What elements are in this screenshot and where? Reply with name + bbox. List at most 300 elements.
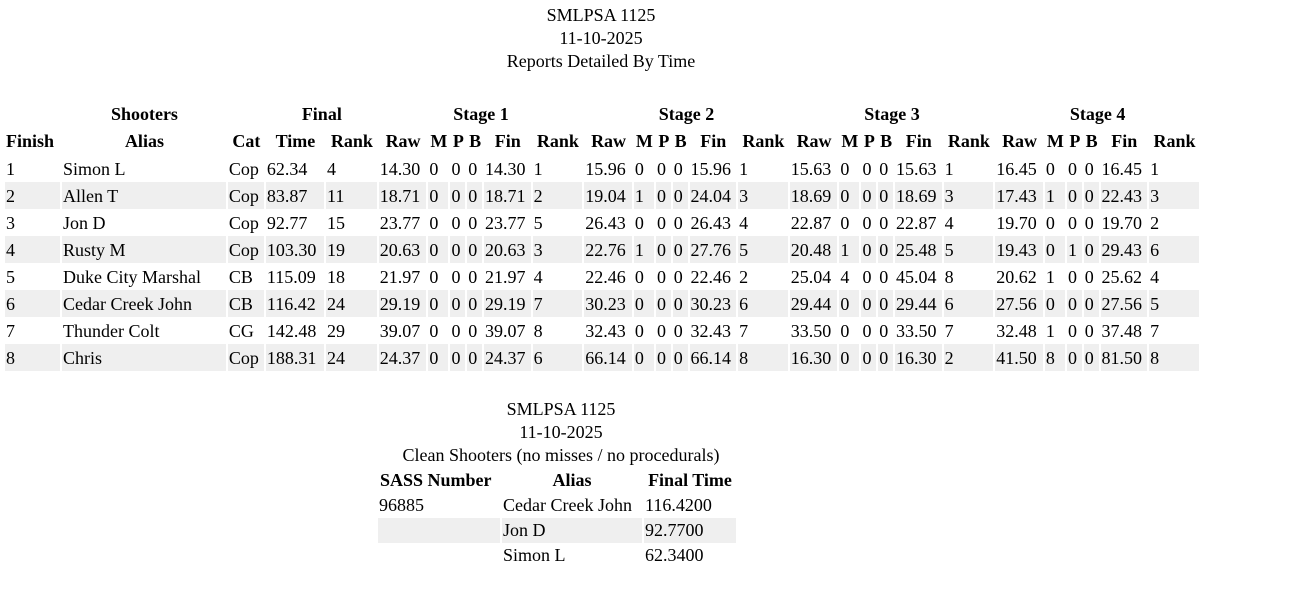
column-header: P	[1069, 131, 1081, 151]
table-cell: 29.44	[790, 290, 838, 317]
table-cell: 0	[673, 266, 683, 287]
table-cell: 18.69	[895, 182, 942, 209]
table-cell: Allen T	[62, 182, 226, 209]
table-cell: 0	[1067, 158, 1077, 179]
table-cell: 0	[634, 344, 654, 371]
column-header: M	[430, 131, 448, 151]
table-cell: 0	[673, 182, 688, 209]
table-cell: 0	[656, 266, 666, 287]
table-cell: 15	[327, 212, 346, 233]
table-cell: 0	[1084, 266, 1094, 287]
table-cell: 1	[6, 158, 15, 179]
table-cell: 22.87	[896, 212, 937, 233]
table-cell: 0	[879, 158, 889, 179]
clean-row	[378, 493, 736, 518]
clean-row	[378, 543, 736, 568]
column-header: M	[635, 131, 653, 151]
table-cell: 27.76	[690, 236, 737, 263]
table-cell: 4	[533, 266, 543, 287]
table-cell: 26.43	[585, 212, 626, 233]
table-cell: 5	[944, 236, 994, 263]
clean-col-alias: Alias	[552, 470, 592, 490]
table-cell: 2	[739, 266, 749, 287]
table-cell: 8	[944, 266, 954, 287]
table-cell: 81.50	[1101, 344, 1148, 371]
table-cell: 45.04	[896, 266, 937, 287]
table-cell: 14.30	[485, 158, 526, 179]
table-cell: 20.48	[790, 236, 838, 263]
table-cell: 0	[861, 182, 876, 209]
table-cell: Simon L	[62, 158, 126, 179]
table-cell: 0	[656, 290, 671, 317]
clean-cell	[378, 543, 500, 568]
table-cell: 16.45	[996, 158, 1037, 179]
table-cell: 5	[1149, 290, 1199, 317]
table-cell: Cop	[228, 158, 259, 179]
table-cell: 5	[533, 212, 543, 233]
table-cell: 30.23	[584, 290, 632, 317]
table-cell: 0	[451, 266, 461, 287]
table-cell: 33.50	[790, 320, 832, 341]
clean-shooters-table	[376, 468, 738, 568]
table-cell: 21.97	[379, 266, 421, 287]
column-header: B	[880, 131, 893, 151]
table-cell: 142.48	[266, 320, 317, 341]
table-cell: 0	[673, 344, 688, 371]
table-cell: 4	[327, 158, 337, 179]
table-cell: 8	[5, 344, 60, 371]
column-header: Cat	[232, 131, 261, 151]
table-cell: 0	[673, 158, 683, 179]
table-cell: 0	[656, 236, 671, 263]
table-cell: 23.77	[379, 212, 421, 233]
table-cell: 8	[1045, 344, 1065, 371]
table-cell: 0	[878, 290, 893, 317]
column-header: Raw	[591, 131, 627, 151]
table-cell: 5	[738, 236, 788, 263]
table-cell: 6	[944, 290, 994, 317]
column-header: Raw	[796, 131, 832, 151]
table-cell: 8	[1149, 344, 1199, 371]
table-cell: 27.56	[1101, 290, 1148, 317]
table-cell: 0	[428, 182, 448, 209]
table-cell: 0	[1084, 236, 1099, 263]
column-header-row	[5, 128, 1199, 155]
table-cell: 24	[326, 344, 377, 371]
table-cell: 25.48	[895, 236, 942, 263]
table-cell: 0	[861, 344, 876, 371]
clean-col-final-time: Final Time	[648, 470, 732, 490]
table-cell: 0	[1067, 344, 1082, 371]
table-cell: 11	[326, 182, 377, 209]
table-cell: 6	[5, 290, 60, 317]
table-cell: 0	[673, 236, 688, 263]
table-cell: 0	[428, 290, 448, 317]
table-cell: 18	[327, 266, 346, 287]
table-cell: 0	[451, 320, 461, 341]
table-cell: 19.70	[996, 212, 1037, 233]
table-cell: 0	[839, 344, 859, 371]
table-cell: 27.56	[995, 290, 1043, 317]
table-cell: 29.19	[484, 290, 531, 317]
table-cell: 1	[634, 236, 654, 263]
column-header: Fin	[1111, 131, 1138, 151]
report-title: SMLPSA 1125	[546, 5, 656, 25]
table-cell: 0	[450, 290, 465, 317]
table-cell: 1	[533, 158, 543, 179]
table-cell: CB	[228, 290, 264, 317]
table-cell: 0	[1067, 320, 1077, 341]
column-header: Rank	[742, 131, 785, 151]
table-cell: 25.62	[1101, 266, 1143, 287]
clean-cell: Simon L	[503, 545, 566, 565]
table-cell: 0	[1045, 212, 1055, 233]
table-row	[5, 182, 1199, 209]
table-cell: 32.48	[996, 320, 1037, 341]
column-header: B	[674, 131, 687, 151]
table-cell: 1	[1045, 266, 1055, 287]
table-cell: 32.43	[585, 320, 626, 341]
column-header: Rank	[330, 131, 373, 151]
table-cell: 0	[1067, 182, 1082, 209]
table-cell: 24.04	[690, 182, 737, 209]
table-cell: 3	[738, 182, 788, 209]
table-cell: 0	[861, 236, 876, 263]
table-cell: 18.71	[379, 182, 427, 209]
table-cell: 4	[5, 236, 60, 263]
table-cell: 7	[944, 320, 954, 341]
table-cell: 1	[634, 182, 654, 209]
column-header: P	[658, 131, 670, 151]
table-cell: Cop	[228, 236, 264, 263]
table-cell: 19.43	[995, 236, 1043, 263]
group-header-stage-4: Stage 4	[1069, 104, 1126, 124]
table-cell: Jon D	[62, 212, 106, 233]
table-row	[5, 236, 1199, 263]
table-cell: 0	[451, 212, 461, 233]
table-cell: 39.07	[485, 320, 526, 341]
table-cell: 0	[428, 344, 448, 371]
table-cell: 0	[656, 212, 666, 233]
table-cell: 37.48	[1101, 320, 1143, 341]
clean-cell: 116.4200	[645, 495, 712, 515]
table-cell: 0	[429, 212, 439, 233]
table-cell: 0	[428, 236, 448, 263]
table-cell: 0	[673, 212, 683, 233]
table-row	[5, 317, 1199, 344]
table-cell: 0	[862, 320, 872, 341]
clean-cell: 62.3400	[645, 545, 704, 565]
table-cell: 6	[1149, 236, 1199, 263]
clean-subtitle: Clean Shooters (no misses / no procedurals)	[402, 445, 720, 465]
table-cell: 17.43	[995, 182, 1043, 209]
table-cell: Cedar Creek John	[62, 290, 226, 317]
table-cell: 0	[1084, 290, 1099, 317]
table-cell: 21.97	[485, 266, 526, 287]
table-cell: 33.50	[896, 320, 937, 341]
table-cell: 1	[839, 236, 859, 263]
table-cell: 2	[1150, 212, 1160, 233]
table-cell: 24	[326, 290, 377, 317]
table-row	[5, 290, 1199, 317]
table-cell: 1	[1067, 236, 1082, 263]
table-cell: 14.30	[379, 158, 421, 179]
column-header: B	[469, 131, 482, 151]
table-cell: 92.77	[266, 212, 308, 233]
table-cell: 5	[6, 266, 15, 287]
table-cell: 7	[1150, 320, 1160, 341]
table-cell: 7	[739, 320, 749, 341]
table-cell: 29.44	[895, 290, 942, 317]
table-cell: 0	[673, 320, 683, 341]
table-cell: 0	[634, 158, 644, 179]
table-cell: 4	[1150, 266, 1160, 287]
table-cell: 8	[738, 344, 788, 371]
table-cell: 0	[839, 182, 859, 209]
table-cell: CB	[228, 266, 253, 287]
table-cell: 0	[1045, 290, 1065, 317]
table-cell: 0	[879, 266, 889, 287]
column-header: Rank	[947, 131, 990, 151]
table-cell: 0	[840, 212, 850, 233]
table-cell: 2	[533, 182, 583, 209]
column-header: Raw	[385, 131, 421, 151]
table-cell: 26.43	[690, 212, 732, 233]
results-body	[5, 155, 1199, 371]
table-cell: 0	[468, 212, 478, 233]
group-header-stage-2: Stage 2	[658, 104, 715, 124]
table-cell: 15.96	[690, 158, 732, 179]
table-cell: 16.30	[895, 344, 942, 371]
table-cell: 0	[673, 290, 688, 317]
table-cell: 4	[840, 266, 850, 287]
table-cell: 0	[450, 182, 465, 209]
table-cell: Rusty M	[62, 236, 226, 263]
table-cell: 39.07	[379, 320, 421, 341]
table-cell: 0	[878, 182, 893, 209]
table-cell: 6	[738, 290, 788, 317]
table-cell: 3	[944, 182, 994, 209]
table-row	[5, 263, 1199, 290]
table-cell: 0	[656, 320, 666, 341]
table-cell: 0	[879, 212, 889, 233]
column-header: Fin	[494, 131, 521, 151]
table-cell: 0	[1084, 344, 1099, 371]
table-cell: 83.87	[266, 182, 324, 209]
table-cell: 19	[326, 236, 377, 263]
group-header-final: Final	[301, 104, 342, 124]
table-cell: 0	[429, 320, 439, 341]
table-cell: 0	[656, 182, 671, 209]
table-row	[5, 344, 1199, 371]
table-cell: 22.46	[585, 266, 626, 287]
column-header: Rank	[1153, 131, 1196, 151]
table-cell: 25.04	[790, 266, 832, 287]
table-cell: 0	[429, 266, 439, 287]
table-cell: 0	[634, 266, 644, 287]
table-cell: 116.42	[266, 290, 324, 317]
table-cell: 0	[450, 236, 465, 263]
table-cell: 22.43	[1101, 182, 1148, 209]
report-date: 11-10-2025	[559, 28, 643, 48]
table-cell: 20.62	[996, 266, 1037, 287]
table-cell: 8	[533, 320, 543, 341]
table-cell: 0	[451, 158, 461, 179]
table-cell: 0	[1067, 266, 1077, 287]
table-cell: 29	[327, 320, 346, 341]
column-header: M	[841, 131, 859, 151]
table-cell: 20.63	[379, 236, 427, 263]
table-cell: 0	[878, 344, 893, 371]
table-cell: 0	[878, 236, 893, 263]
table-cell: 0	[468, 320, 478, 341]
table-cell: 22.87	[790, 212, 832, 233]
column-header: Fin	[700, 131, 727, 151]
table-cell: 0	[861, 290, 876, 317]
table-cell: 41.50	[995, 344, 1043, 371]
group-header-stage-3: Stage 3	[864, 104, 920, 124]
table-cell: 0	[1084, 212, 1094, 233]
table-cell: 22.46	[690, 266, 732, 287]
table-cell: 0	[634, 320, 644, 341]
table-cell: 16.30	[790, 344, 838, 371]
table-cell: 0	[450, 344, 465, 371]
group-header-stage-1: Stage 1	[453, 104, 509, 124]
table-cell: 62.34	[266, 158, 308, 179]
clean-col-sass-number: SASS Number	[380, 470, 492, 490]
table-cell: 0	[1084, 320, 1094, 341]
table-cell: 3	[533, 236, 583, 263]
column-header: Finish	[6, 131, 55, 151]
column-header: Alias	[124, 131, 164, 151]
table-cell: 188.31	[266, 344, 324, 371]
table-cell: Cop	[228, 182, 264, 209]
table-cell: 0	[862, 158, 872, 179]
clean-body	[378, 493, 736, 568]
table-row	[5, 209, 1199, 236]
table-cell: 7	[533, 290, 583, 317]
table-cell: 24.37	[484, 344, 531, 371]
table-cell: Cop	[228, 212, 259, 233]
table-cell: 0	[1067, 290, 1082, 317]
clean-row	[378, 518, 736, 543]
group-header-row	[5, 101, 1199, 128]
table-cell: 19.70	[1101, 212, 1143, 233]
clean-date: 11-10-2025	[519, 422, 603, 442]
table-cell: 0	[467, 236, 482, 263]
report-header	[0, 4, 1202, 73]
table-row	[5, 155, 1199, 182]
table-cell: 0	[862, 212, 872, 233]
table-cell: 1	[739, 158, 749, 179]
clean-shooters-header	[377, 398, 745, 467]
clean-cell	[378, 518, 500, 543]
table-cell: 2	[944, 344, 994, 371]
table-cell: Duke City Marshal	[62, 266, 201, 287]
table-cell: 22.76	[584, 236, 632, 263]
table-cell: 30.23	[690, 290, 737, 317]
column-header: P	[863, 131, 875, 151]
table-cell: 0	[656, 344, 671, 371]
table-cell: 1	[1150, 158, 1160, 179]
table-cell: 0	[634, 212, 644, 233]
table-cell: 115.09	[266, 266, 316, 287]
column-header: Raw	[1002, 131, 1038, 151]
table-cell: 0	[467, 290, 482, 317]
report-subtitle: Reports Detailed By Time	[506, 51, 696, 71]
table-cell: 1	[1045, 182, 1065, 209]
table-cell: 0	[468, 266, 478, 287]
column-header: Time	[275, 131, 316, 151]
table-cell: 29.19	[379, 290, 427, 317]
table-cell: 7	[6, 320, 15, 341]
table-cell: 0	[840, 320, 850, 341]
table-cell: 4	[944, 212, 954, 233]
table-cell: 0	[1084, 158, 1094, 179]
table-cell: 15.63	[896, 158, 937, 179]
clean-header-row	[378, 468, 736, 493]
table-cell: 0	[467, 344, 482, 371]
table-cell: 0	[862, 266, 872, 287]
table-cell: 0	[1045, 158, 1055, 179]
column-header: B	[1085, 131, 1098, 151]
column-header: Fin	[905, 131, 932, 151]
table-cell: 0	[656, 158, 666, 179]
table-cell: 29.43	[1101, 236, 1148, 263]
table-cell: 19.04	[584, 182, 632, 209]
clean-title: SMLPSA 1125	[506, 399, 616, 419]
clean-cell: Cedar Creek John	[503, 495, 632, 515]
table-cell: 66.14	[690, 344, 737, 371]
results-table	[3, 101, 1201, 371]
table-cell: 0	[429, 158, 439, 179]
table-cell: 20.63	[484, 236, 531, 263]
table-cell: 0	[839, 290, 859, 317]
table-cell: 0	[634, 290, 654, 317]
table-cell: 0	[467, 182, 482, 209]
clean-cell: 92.7700	[644, 518, 736, 543]
table-cell: 0	[1084, 182, 1099, 209]
table-cell: 15.96	[585, 158, 626, 179]
table-cell: 16.45	[1101, 158, 1143, 179]
column-header: Rank	[536, 131, 579, 151]
column-header: M	[1046, 131, 1064, 151]
table-cell: 18.71	[484, 182, 531, 209]
table-cell: 4	[739, 212, 749, 233]
table-cell: 6	[533, 344, 583, 371]
table-cell: Cop	[228, 344, 264, 371]
table-cell: 1	[1045, 320, 1055, 341]
table-cell: 0	[1067, 212, 1077, 233]
table-cell: 3	[1149, 182, 1199, 209]
table-cell: 0	[840, 158, 850, 179]
table-cell: Thunder Colt	[62, 320, 160, 341]
table-cell: 0	[879, 320, 889, 341]
table-cell: 0	[1045, 236, 1065, 263]
clean-cell: Jon D	[502, 518, 642, 543]
table-cell: 24.37	[379, 344, 427, 371]
table-cell: 0	[468, 158, 478, 179]
table-cell: 103.30	[266, 236, 324, 263]
group-header-shooters: Shooters	[110, 104, 178, 124]
table-cell: 23.77	[485, 212, 526, 233]
column-header: P	[452, 131, 464, 151]
table-cell: 3	[6, 212, 15, 233]
table-cell: 2	[5, 182, 60, 209]
table-cell: 66.14	[584, 344, 632, 371]
table-cell: 1	[944, 158, 954, 179]
table-cell: CG	[228, 320, 254, 341]
